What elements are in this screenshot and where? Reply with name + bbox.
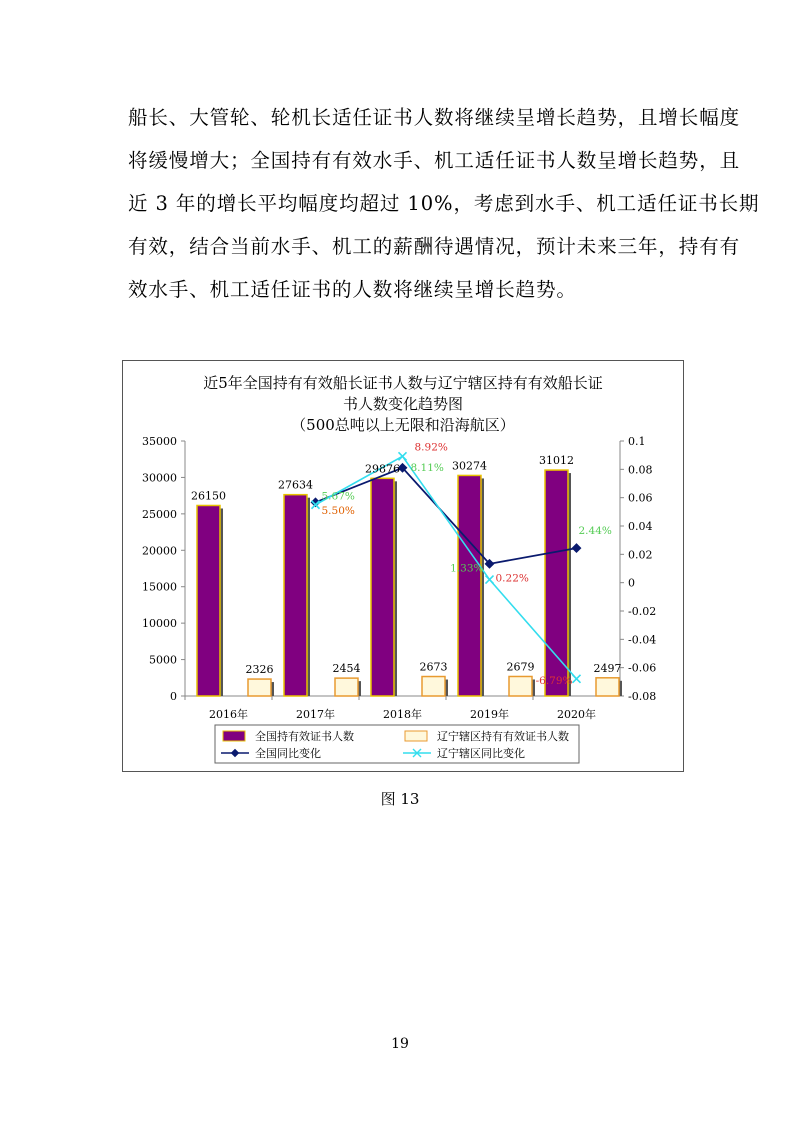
national-bar-label: 31012	[539, 454, 574, 468]
right-tick-label: 0.1	[628, 435, 646, 448]
left-tick-label: 5000	[149, 653, 177, 667]
liaoning-bar	[596, 678, 619, 696]
left-tick-label: 25000	[142, 507, 177, 521]
liaoning-bar	[248, 679, 271, 696]
paragraph-line-1: 船长、大管轮、轮机长适任证书人数将继续呈增长趋势，且增长幅度	[128, 106, 741, 129]
legend-label: 全国同比变化	[255, 747, 321, 760]
chart-title-line: （500总吨以上无限和沿海航区）	[291, 416, 515, 434]
chart-title-line: 书人数变化趋势图	[342, 395, 464, 413]
percent-annotation: 2.44%	[578, 525, 612, 538]
chart-title-line: 近5年全国持有有效船长证书人数与辽宁辖区持有有效船长证	[203, 374, 603, 392]
national-bar	[371, 478, 394, 696]
percent-annotation: 5.50%	[321, 504, 355, 517]
liaoning-bar	[422, 677, 445, 696]
x-tick-label: 2020年	[557, 708, 596, 721]
right-tick-label: 0	[628, 576, 635, 590]
liaoning-yoy-point	[399, 452, 407, 460]
chart-legend	[215, 725, 579, 763]
chart-title	[203, 374, 603, 434]
right-tick-label: 0.04	[628, 520, 653, 533]
legend-label: 辽宁辖区持有有效证书人数	[437, 730, 569, 743]
percent-annotation: 8.92%	[414, 441, 448, 454]
trend-chart	[123, 361, 683, 771]
national-bar	[545, 470, 568, 696]
figure-caption: 图 13	[380, 790, 420, 808]
liaoning-yoy-point	[573, 675, 581, 683]
right-tick-label: -0.02	[628, 605, 657, 618]
right-tick-label: 0.02	[628, 548, 653, 562]
paragraph-line-3: 近 3 年的增长平均幅度均超过 10%，考虑到水手、机工适任证书长期	[128, 192, 760, 215]
x-tick-label: 2017年	[296, 708, 335, 721]
right-tick-label: -0.04	[628, 633, 657, 647]
percent-annotation: 0.22%	[495, 572, 529, 585]
national-bar-label: 27634	[278, 478, 313, 492]
page-number: 19	[391, 1036, 409, 1052]
paragraph-line-2: 将缓慢增大；全国持有有效水手、机工适任证书人数呈增长趋势，且	[128, 149, 741, 172]
left-tick-label: 0	[170, 690, 177, 703]
percent-annotation: 1.33%	[450, 562, 484, 575]
percent-annotation: -6.79%	[535, 674, 573, 687]
right-tick-label: 0.06	[628, 491, 653, 505]
percent-annotation: 5.67%	[321, 490, 355, 503]
right-tick-label: 0.08	[628, 463, 653, 477]
national-bar-label: 29876	[365, 462, 400, 476]
legend-label: 辽宁辖区同比变化	[437, 747, 525, 760]
right-tick-label: -0.08	[628, 690, 657, 703]
percent-annotation: 8.11%	[410, 461, 444, 474]
liaoning-bar-label: 2454	[332, 662, 361, 676]
chart-frame	[122, 360, 684, 772]
left-tick-label: 30000	[142, 471, 177, 485]
national-bar-label: 26150	[191, 489, 226, 503]
liaoning-bar-label: 2326	[245, 663, 274, 677]
left-tick-label: 10000	[142, 617, 177, 631]
body-paragraph	[128, 96, 760, 311]
national-bar-label: 30274	[452, 459, 487, 473]
liaoning-yoy-point	[486, 576, 494, 584]
national-bar	[197, 505, 220, 696]
x-tick-label: 2019年	[470, 708, 509, 721]
liaoning-bar	[335, 678, 358, 696]
liaoning-bar-label: 2679	[506, 660, 535, 674]
chart-lines	[311, 452, 582, 683]
legend-swatch	[223, 731, 245, 741]
national-yoy-point	[572, 543, 582, 553]
legend-label: 全国持有效证书人数	[255, 730, 354, 743]
national-bar	[284, 495, 307, 696]
left-tick-label: 20000	[142, 544, 177, 558]
right-tick-label: -0.06	[628, 661, 657, 675]
liaoning-bar	[509, 676, 532, 696]
liaoning-bar-label: 2673	[419, 660, 448, 674]
liaoning-bar-label: 2497	[593, 661, 622, 675]
paragraph-line-4: 有效，结合当前水手、机工的薪酬待遇情况，预计未来三年，持有有	[128, 235, 741, 258]
paragraph-line-5: 效水手、机工适任证书的人数将继续呈增长趋势。	[128, 278, 577, 301]
legend-swatch	[405, 731, 427, 741]
left-tick-label: 35000	[142, 435, 177, 448]
national-bar	[458, 475, 481, 696]
x-tick-label: 2016年	[209, 708, 248, 721]
x-tick-label: 2018年	[383, 708, 422, 721]
left-tick-label: 15000	[142, 580, 177, 594]
